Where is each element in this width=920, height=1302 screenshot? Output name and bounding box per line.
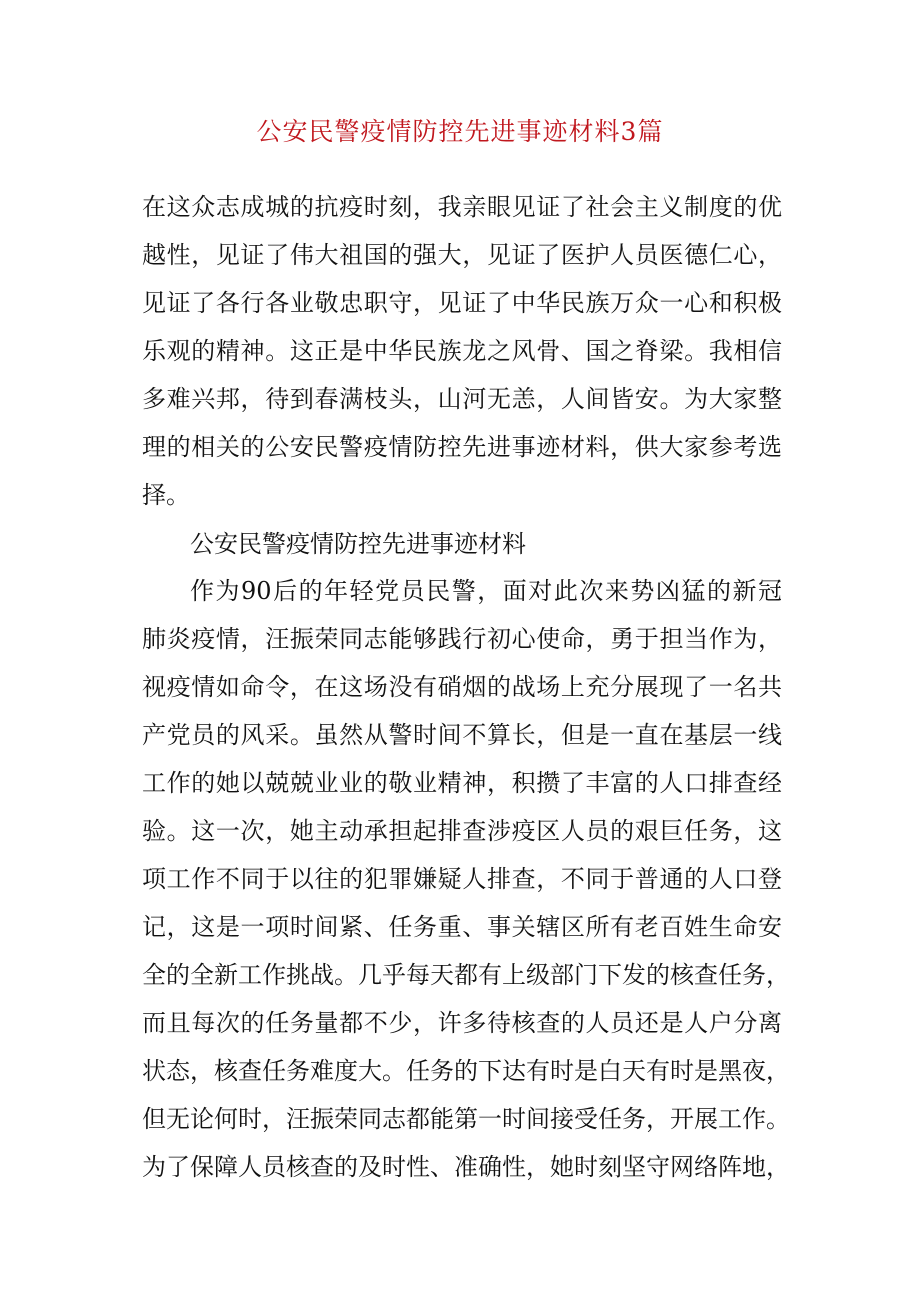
body-line: 但无论何时，汪振荣同志都能第一时间接受任务，开展工作。 bbox=[142, 1105, 790, 1133]
body-line: 记，这是一项时间紧、任务重、事关辖区所有老百姓生命安 bbox=[142, 913, 782, 941]
intro-line: 在这众志成城的抗疫时刻，我亲眼见证了社会主义制度的优 bbox=[142, 193, 782, 221]
body-line: 为了保障人员核查的及时性、准确性，她时刻坚守网络阵地， bbox=[142, 1153, 790, 1181]
document-title: 公安民警疫情防控先进事迹材料3篇 bbox=[256, 117, 664, 146]
intro-line: 择。 bbox=[142, 481, 190, 509]
body-line: 状态，核查任务难度大。任务的下达有时是白天有时是黑夜， bbox=[142, 1057, 790, 1085]
body-line: 肺炎疫情，汪振荣同志能够践行初心使命，勇于担当作为， bbox=[142, 625, 782, 653]
body-line: 而且每次的任务量都不少，许多待核查的人员还是人户分离 bbox=[142, 1009, 782, 1037]
body-line: 作为90后的年轻党员民警，面对此次来势凶猛的新冠 bbox=[190, 577, 782, 605]
intro-line: 越性，见证了伟大祖国的强大，见证了医护人员医德仁心， bbox=[142, 241, 782, 269]
section-subheading: 公安民警疫情防控先进事迹材料 bbox=[190, 530, 526, 558]
body-line: 全的全新工作挑战。几乎每天都有上级部门下发的核查任务， bbox=[142, 961, 790, 989]
body-line: 验。这一次，她主动承担起排查涉疫区人员的艰巨任务，这 bbox=[142, 817, 782, 845]
intro-line: 乐观的精神。这正是中华民族龙之风骨、国之脊梁。我相信 bbox=[142, 337, 782, 365]
intro-line: 理的相关的公安民警疫情防控先进事迹材料，供大家参考选 bbox=[142, 433, 782, 461]
body-line: 产党员的风采。虽然从警时间不算长，但是一直在基层一线 bbox=[142, 721, 782, 749]
body-line: 视疫情如命令，在这场没有硝烟的战场上充分展现了一名共 bbox=[142, 673, 782, 701]
intro-line: 见证了各行各业敬忠职守，见证了中华民族万众一心和积极 bbox=[142, 289, 782, 317]
body-line: 工作的她以兢兢业业的敬业精神，积攒了丰富的人口排查经 bbox=[142, 769, 782, 797]
body-line: 项工作不同于以往的犯罪嫌疑人排查，不同于普通的人口登 bbox=[142, 865, 782, 893]
intro-line: 多难兴邦，待到春满枝头，山河无恙，人间皆安。为大家整 bbox=[142, 385, 782, 413]
